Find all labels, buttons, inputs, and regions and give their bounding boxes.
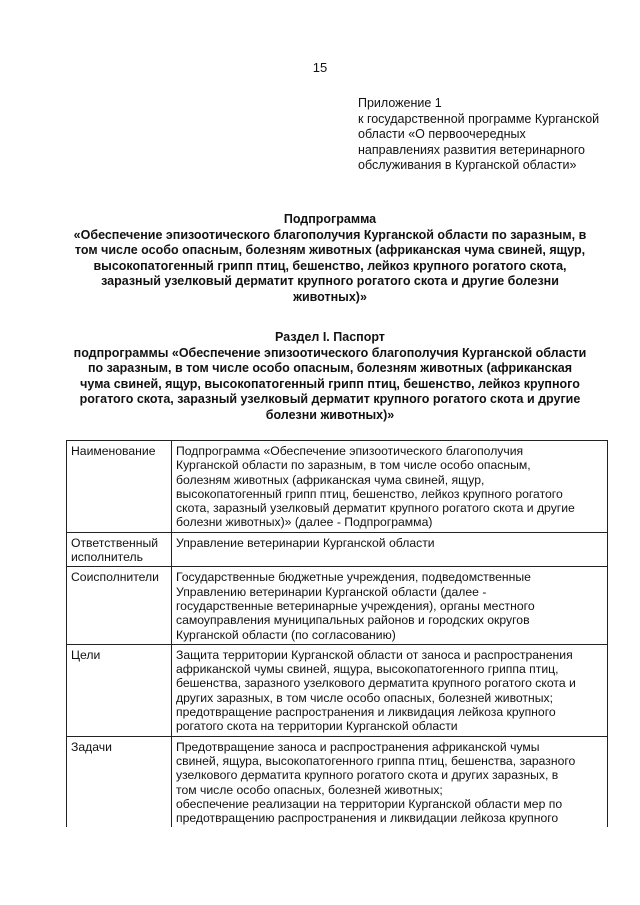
appendix-line: обслуживания в Курганской области» [358,158,577,172]
row-content [172,532,608,567]
content-line: болезням животных (африканская чума свиней, ящур, [176,472,485,487]
row-label [67,532,172,567]
content-line: Курганской области (по согласованию) [176,627,396,642]
content-line: Управление ветеринарии Курганской области [176,535,435,550]
content-line: предотвращению распространения и ликвидации лейкоза крупного [176,811,559,826]
subprogram-title-line: «Обеспечение эпизоотического благополучия Курганской области по заразным, в [73,227,587,242]
row-label: Задачи [67,736,172,827]
content-line: Государственные бюджетные учреждения, подведомственные [176,570,531,585]
row-content [172,567,608,644]
content-line: других заразных, в том числе особо опасных, болезней животных; [176,690,553,705]
content-line: болезни животных)» (далее - Подпрограмма) [176,515,433,530]
appendix-line: Приложение 1 [358,96,442,110]
content-line: рогатого скота на территории Курганской области [176,719,458,734]
row-content [172,441,608,533]
content-line: африканской чумы свиней, ящура, высокопатогенного гриппа птиц, [176,662,559,677]
content-line: свиней, ящура, высокопатогенного гриппа птиц, бешенства, заразного [176,753,576,768]
appendix-line: направлениях развития ветеринарного [358,142,585,157]
row-content [172,644,608,736]
row-label-line: исполнитель [71,550,143,565]
row-label: Соисполнители [67,567,172,644]
row-content [172,736,608,827]
section-heading [62,330,598,424]
content-line: государственные ветеринарные учреждения), органы местного [176,598,535,613]
subprogram-heading [62,212,598,306]
content-line: Защита территории Курганской области от заноса и распространения [176,647,573,662]
section-title: Раздел I. Паспорт [275,330,385,344]
section-title-line: подпрограммы «Обеспечение эпизоотического благополучия Курганской области [73,345,587,360]
section-title-line: по заразным, в том числе особо опасным, болезням животных (африканская [87,361,573,376]
appendix-line: области «О первоочередных [358,127,526,141]
row-label-line: Ответственный [71,535,159,550]
content-line: самоуправления муниципальных районов и городских округов [176,613,530,628]
table-row [67,441,608,533]
content-line: Управлению ветеринарии Курганской области (далее - [176,584,487,599]
table-row [67,644,608,736]
row-label: Наименование [67,441,172,533]
subprogram-title-line: высокопатогенный грипп птиц, бешенство, лейкоз крупного рогатого скота, [93,258,567,273]
content-line: том числе особо опасных, болезней животных; [176,782,443,797]
appendix-note [358,96,618,174]
subprogram-title-line: животных)» [293,289,367,304]
table-row [67,567,608,644]
section-title-line: рогатого скота, заразный узелковый дерматит крупного рогатого скота и другие [79,392,581,407]
table-row [67,736,608,827]
content-line: Предотвращение заноса и распространения африканской чумы [176,739,540,754]
table-row [67,532,608,567]
content-line: узелкового дерматита крупного рогатого скота и других заразных, в [176,768,559,783]
subprogram-title-line: заразный узелковый дерматит крупного рогатого скота и другие болезни [101,274,559,289]
content-line: предотвращение распространения и ликвидация лейкоза крупного [176,705,556,720]
content-line: бешенства, заразного узелкового дерматита крупного рогатого скота и [176,676,576,691]
passport-table [66,440,608,827]
appendix-line: к государственной программе Курганской [358,111,600,126]
content-line: обеспечение реализации на территории Курганской области мер по [176,796,563,811]
content-line: Подпрограмма «Обеспечение эпизоотического благополучия [176,444,524,458]
section-title-line: чума свиней, ящур, высокопатогенный грипп птиц, бешенство, лейкоз крупного [80,376,580,391]
page-number: 15 [312,60,328,75]
subprogram-title-line: том числе особо опасным, болезням животных (африканская чума свиней, ящур, [74,243,586,258]
section-title-line: болезни животных)» [265,407,395,422]
content-line: скота, заразный узелковый дерматит крупного рогатого скота и другие [176,501,575,516]
content-line: высокопатогенный грипп птиц, бешенство, лейкоз крупного рогатого [176,486,563,501]
row-label: Цели [67,644,172,736]
subprogram-title: Подпрограмма [283,212,377,226]
content-line: Курганской области по заразным, в том числе особо опасным, [176,458,531,473]
